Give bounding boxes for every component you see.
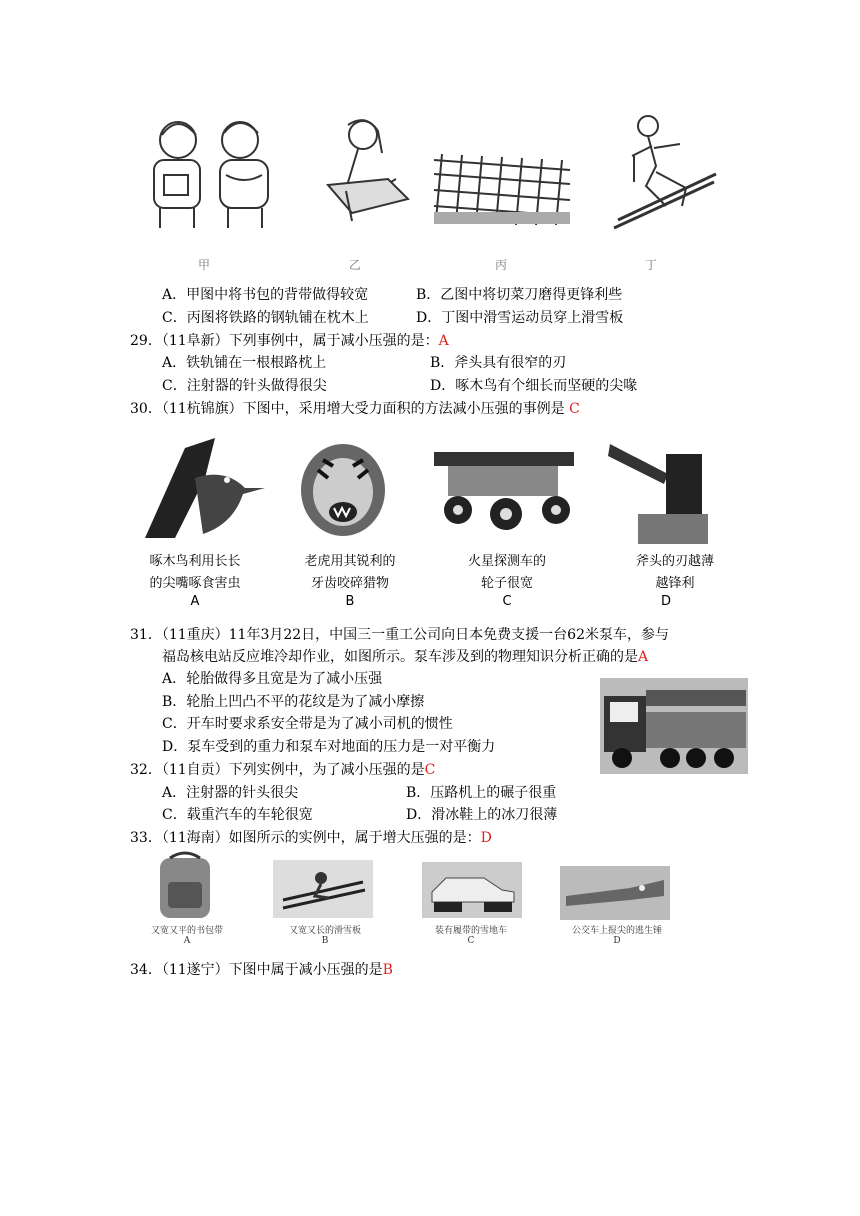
q29-option-b: B．斧头具有很窄的刃 bbox=[430, 355, 567, 371]
q31-option-b: B．轮胎上凹凸不平的花纹是为了减小摩擦 bbox=[162, 694, 425, 710]
q31-stem-line1: 31．（11重庆）11年3月22日，中国三一重工公司向日本免费支援一台62米泵车，参与 bbox=[130, 627, 669, 643]
q32-option-a: A．注射器的针头很尖 bbox=[162, 785, 299, 801]
q33-figure-b-skier bbox=[273, 860, 373, 918]
q32-answer: C bbox=[424, 762, 436, 778]
q33-caption-d: 公交车上报尖的逃生锤 bbox=[571, 926, 662, 936]
q33-caption-b: 又宽又长的滑雪板 bbox=[288, 926, 361, 936]
q28-caption-jia: 甲 bbox=[198, 258, 211, 272]
q34-answer: B bbox=[382, 962, 393, 978]
q31-stem-line2-text: 福岛核电站反应堆冷却作业，如图所示。泵车涉及到的物理知识分析正确的是 bbox=[162, 649, 638, 665]
q30-figure-d-axe bbox=[608, 434, 718, 544]
q34-stem-text: 34．（11遂宁）下图中属于减小压强的是 bbox=[130, 962, 383, 978]
q30-figure-b-tiger bbox=[298, 440, 388, 538]
q33-caption-b-letter: B bbox=[321, 936, 329, 946]
q30-caption-d-letter: D bbox=[660, 594, 671, 609]
q28-figure-jia-backpacks bbox=[136, 115, 286, 230]
q28-figure-yi-kitchen-knife bbox=[318, 115, 418, 225]
q30-caption-b-letter: B bbox=[345, 594, 355, 609]
q32-stem bbox=[130, 760, 435, 780]
q28-figure-ding-skier bbox=[604, 112, 724, 230]
q31-option-a: A．轮胎做得多且宽是为了减小压强 bbox=[162, 671, 383, 687]
q30-caption-d-line1: 斧头的刃越薄 bbox=[635, 554, 714, 569]
q28-caption-bing: 丙 bbox=[495, 258, 508, 272]
q31-stem-line2 bbox=[162, 647, 648, 667]
q29-answer: A bbox=[438, 333, 449, 349]
q33-stem-text: 33．（11海南）如图所示的实例中，属于增大压强的是： bbox=[130, 830, 481, 846]
q32-stem-text: 32．（11自贡）下列实例中，为了减小压强的是 bbox=[130, 762, 425, 778]
q30-caption-b-line2: 牙齿咬碎猎物 bbox=[310, 576, 389, 591]
q30-figure-a-woodpecker bbox=[135, 438, 265, 538]
q30-caption-c-line1: 火星探测车的 bbox=[467, 554, 546, 569]
q30-caption-a-letter: A bbox=[190, 594, 200, 609]
q30-caption-c-letter: C bbox=[502, 594, 512, 609]
q31-answer: A bbox=[638, 649, 649, 665]
q29-stem-text: 29．（11阜新）下列事例中，属于减小压强的是： bbox=[130, 333, 439, 349]
q30-caption-b-line1: 老虎用其锐利的 bbox=[304, 554, 396, 569]
q30-stem bbox=[130, 399, 580, 419]
q29-option-a: A．铁轨铺在一根根路枕上 bbox=[162, 355, 327, 371]
q33-stem bbox=[130, 828, 492, 848]
q33-caption-a: 又宽又平的书包带 bbox=[150, 926, 223, 936]
q30-caption-d-line2: 越锋利 bbox=[655, 576, 695, 591]
q29-option-d: D．啄木鸟有个细长而坚硬的尖喙 bbox=[430, 378, 638, 394]
q28-option-d: D．丁图中滑雪运动员穿上滑雪板 bbox=[416, 310, 624, 326]
q31-option-d: D．泵车受到的重力和泵车对地面的压力是一对平衡力 bbox=[162, 739, 496, 755]
q30-stem-text: 30．（11杭锦旗）下图中，采用增大受力面积的方法减小压强的事例是 bbox=[130, 401, 565, 417]
q34-stem bbox=[130, 960, 393, 980]
q33-figure-a-backpack bbox=[150, 852, 220, 922]
q32-option-d: D．滑冰鞋上的冰刀很薄 bbox=[406, 807, 558, 823]
q33-caption-d-letter: D bbox=[613, 936, 621, 946]
q28-option-a: A．甲图中将书包的背带做得较宽 bbox=[162, 287, 369, 303]
q33-figure-d-escape-hammer bbox=[560, 866, 670, 920]
q32-option-c: C．载重汽车的车轮很宽 bbox=[162, 807, 313, 823]
q28-caption-ding: 丁 bbox=[645, 258, 658, 272]
q30-caption-c-line2: 轮子很宽 bbox=[480, 576, 533, 591]
q33-caption-c-letter: C bbox=[467, 936, 475, 946]
q31-option-c: C．开车时要求系安全带是为了减小司机的惯性 bbox=[162, 716, 453, 732]
q31-figure-pump-truck bbox=[600, 678, 748, 774]
q33-caption-c: 装有履带的雪地车 bbox=[434, 926, 507, 936]
q29-stem bbox=[130, 331, 449, 351]
q33-answer: D bbox=[480, 830, 492, 846]
q28-option-c: C．丙图将铁路的钢轨铺在枕木上 bbox=[162, 310, 369, 326]
q28-caption-yi: 乙 bbox=[349, 258, 362, 272]
q30-caption-a-line2: 的尖嘴啄食害虫 bbox=[149, 576, 241, 591]
q29-option-c: C．注射器的针头做得很尖 bbox=[162, 378, 327, 394]
q28-figure-bing-railway bbox=[432, 150, 572, 225]
q32-option-b: B．压路机上的碾子很重 bbox=[406, 785, 557, 801]
q33-caption-a-letter: A bbox=[183, 936, 191, 946]
q30-caption-a-line1: 啄木鸟利用长长 bbox=[149, 554, 241, 569]
q30-answer: C bbox=[569, 401, 580, 417]
q33-figure-c-snow-vehicle bbox=[422, 862, 522, 918]
q30-figure-c-mars-rover bbox=[428, 448, 583, 540]
q28-option-b: B．乙图中将切菜刀磨得更锋利些 bbox=[416, 287, 623, 303]
